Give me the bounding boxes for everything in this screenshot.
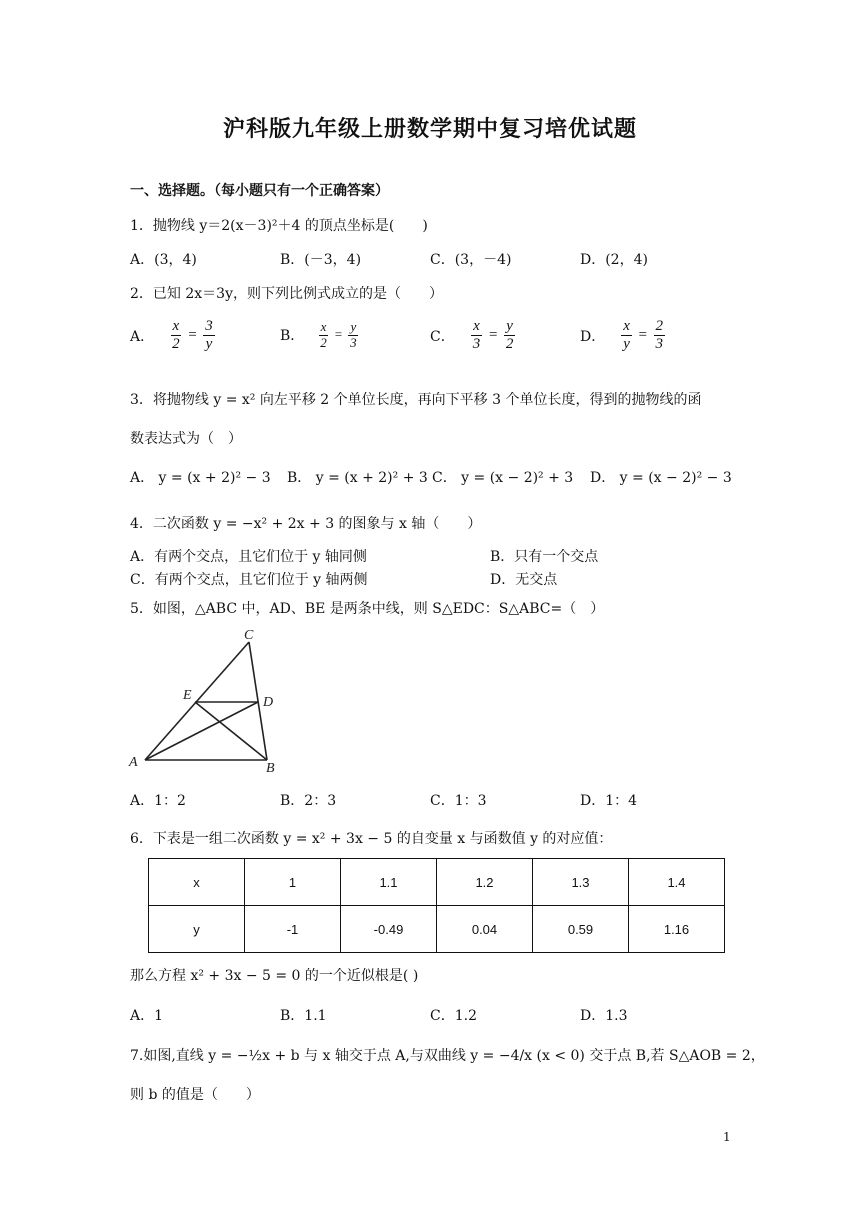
table-cell: 1.16	[629, 906, 725, 953]
table-cell: 0.04	[437, 906, 533, 953]
q2-option-a: A． $\frac{x}{2}$ = $\frac{3}{y}$	[130, 318, 213, 353]
table-cell: 1.4	[629, 859, 725, 906]
table-row	[149, 859, 725, 906]
q4-option-a: A．有两个交点，且它们位于 y 轴同侧	[130, 549, 367, 565]
values-table	[148, 858, 725, 953]
q3-stem-line1: 3．将抛物线 y = x² 向左平移 2 个单位长度，再向下平移 3 个单位长度，得到的抛物线的函	[130, 392, 702, 408]
table-cell: 1.1	[341, 859, 437, 906]
q1-option-d: D．(2，4)	[580, 252, 648, 268]
q3-stem-line2: 数表达式为（ ）	[130, 431, 242, 447]
q7-stem-line2: 则 b 的值是（ ）	[130, 1087, 260, 1103]
q4-option-c: C．有两个交点，且它们位于 y 轴两侧	[130, 572, 368, 588]
label-b: B	[266, 761, 275, 776]
q4-option-d: D．无交点	[490, 572, 558, 588]
table-cell: -0.49	[341, 906, 437, 953]
q1-option-c: C．(3，－4)	[430, 252, 512, 268]
q6-stem: 6．下表是一组二次函数 y = x² + 3x − 5 的自变量 x 与函数值 y 的对应值：	[130, 831, 613, 847]
q6-option-b: B．1.1	[280, 1008, 327, 1024]
q1-stem: 1．抛物线 y＝2(x－3)²＋4 的顶点坐标是( )	[130, 218, 428, 234]
q2-option-b: B． $\frac{x}{2}$ = $\frac{y}{3}$	[280, 319, 357, 350]
q3-option-a: A． y = (x + 2)² − 3	[130, 470, 271, 486]
q5-stem: 5．如图，△ABC 中，AD、BE 是两条中线，则 S△EDC：S△ABC=（ ）	[130, 601, 605, 617]
q3-option-b: B． y = (x + 2)² + 3	[287, 470, 428, 486]
q3-option-d: D． y = (x − 2)² − 3	[590, 470, 732, 486]
median-ad	[145, 702, 258, 760]
q6-option-a: A．1	[130, 1008, 164, 1024]
label-e: E	[183, 688, 192, 703]
table-row	[149, 906, 725, 953]
median-be	[195, 702, 267, 760]
q4-option-b: B．只有一个交点	[490, 549, 599, 565]
page-title: 沪科版九年级上册数学期中复习培优试题	[222, 116, 637, 142]
q5-option-b: B．2：3	[280, 793, 337, 809]
q6-option-c: C．1.2	[430, 1008, 477, 1024]
label-d: D	[263, 695, 274, 710]
label-a: A	[129, 755, 138, 770]
triangle-figure	[125, 622, 290, 777]
table-cell: 1.2	[437, 859, 533, 906]
q5-option-c: C．1：3	[430, 793, 487, 809]
label-c: C	[244, 628, 254, 643]
q2-option-d: D． $\frac{x}{y}$ = $\frac{2}{3}$	[580, 318, 664, 353]
q5-option-a: A．1：2	[130, 793, 186, 809]
q1-option-a: A．(3，4)	[130, 252, 197, 268]
q5-option-d: D．1：4	[580, 793, 638, 809]
table-cell: 0.59	[533, 906, 629, 953]
section-heading: 一、选择题。（每小题只有一个正确答案）	[130, 183, 389, 199]
q3-option-c: C． y = (x − 2)² + 3	[432, 470, 574, 486]
side-ac	[145, 642, 249, 760]
table-cell: y	[149, 906, 245, 953]
q4-stem: 4．二次函数 y = −x² + 2x + 3 的图象与 x 轴（ ）	[130, 516, 482, 532]
q1-option-b: B．(－3，4)	[280, 252, 362, 268]
table-cell: 1.3	[533, 859, 629, 906]
q7-stem-line1: 7.如图,直线 y = −½x + b 与 x 轴交于点 A,与双曲线 y = −4/x (x < 0) 交于点 B,若 S△AOB = 2，	[130, 1048, 765, 1064]
q2-option-c: C． $\frac{x}{3}$ = $\frac{y}{2}$	[430, 318, 514, 353]
table-cell: 1	[245, 859, 341, 906]
q2-stem: 2．已知 2x＝3y，则下列比例式成立的是（ ）	[130, 286, 443, 302]
table-cell: -1	[245, 906, 341, 953]
table-cell: x	[149, 859, 245, 906]
q6-follow-up: 那么方程 x² + 3x − 5 = 0 的一个近似根是( )	[130, 968, 419, 984]
page-number: 1	[723, 1130, 731, 1144]
q6-option-d: D．1.3	[580, 1008, 628, 1024]
